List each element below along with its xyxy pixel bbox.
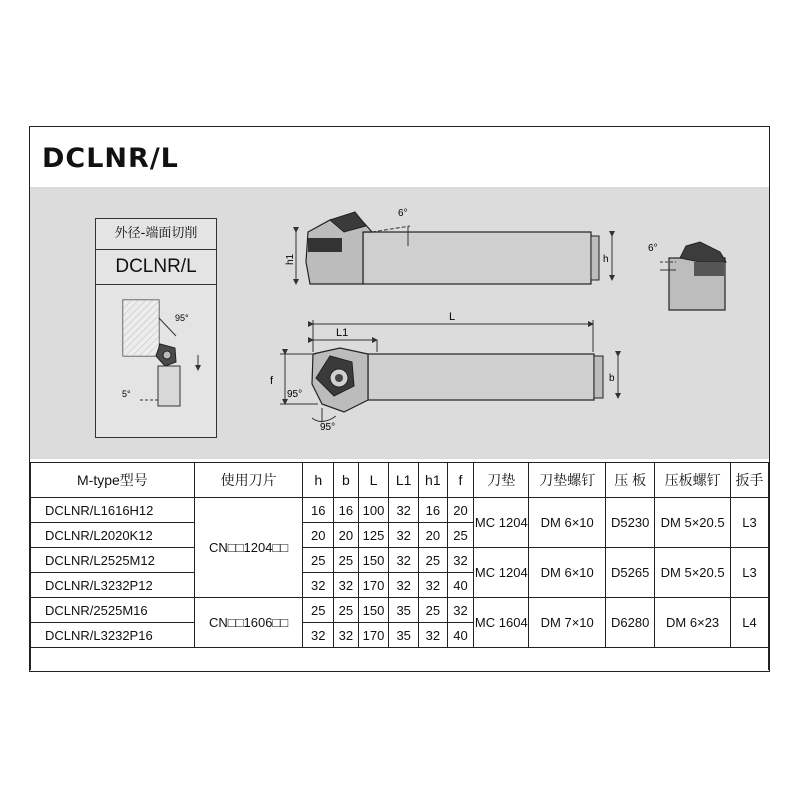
insert-cell: CN□□1606□□ [194,598,303,648]
badge-label-cn: 外径-端面切削 [96,219,216,250]
h-cell: 16 [303,498,334,523]
h-cell: 32 [303,623,334,648]
header-insert: 使用刀片 [194,463,303,498]
page-title: DCLNR/L [42,143,179,174]
b-cell: 16 [334,498,359,523]
clamp-cell: D6280 [606,598,655,648]
header-b: b [334,463,359,498]
angle-95-bottom-label: 95° [320,422,336,433]
header-model: M-type型号 [31,463,195,498]
f-cell: 40 [447,573,474,598]
header-clamp: 压 板 [606,463,655,498]
header-shim-screw: 刀垫螺钉 [529,463,606,498]
spec-table [30,462,769,670]
h1-cell: 20 [419,523,448,548]
angle-95-left-label: 95° [287,389,303,400]
h-cell: 25 [303,548,334,573]
L1-cell: 35 [389,598,419,623]
badge-sketch [122,300,198,406]
wrench-cell: L3 [731,498,769,548]
h-cell: 32 [303,573,334,598]
table-blank-row [31,648,769,671]
h-label: h [603,254,609,265]
h1-label: h1 [285,253,296,265]
tool-plan-view [270,311,618,433]
h1-cell: 32 [419,623,448,648]
model-cell: DCLNR/L2020K12 [31,523,195,548]
header-clamp-screw: 压板螺钉 [655,463,731,498]
b-cell: 20 [334,523,359,548]
L1-label: L1 [336,327,349,339]
clamp-screw-cell: DM 5×20.5 [655,498,731,548]
L-cell: 170 [358,573,389,598]
clamp-cell: D5230 [606,498,655,548]
model-cell: DCLNR/L2525M12 [31,548,195,573]
badge-angle-5: 5° [122,389,131,399]
header-L: L [358,463,389,498]
shim-screw-cell: DM 6×10 [529,498,606,548]
clamp-cell: D5265 [606,548,655,598]
badge-angle-95: 95° [175,313,189,323]
L1-cell: 32 [389,523,419,548]
L1-cell: 32 [389,498,419,523]
f-label: f [270,375,274,387]
b-cell: 25 [334,598,359,623]
header-shim: 刀垫 [474,463,529,498]
table-row [31,598,769,623]
blank-cell [31,648,769,671]
shim-screw-cell: DM 6×10 [529,548,606,598]
model-cell: DCLNR/L3232P16 [31,623,195,648]
shim-cell: MC 1604 [474,598,529,648]
badge-label-en: DCLNR/L [96,250,216,285]
b-cell: 32 [334,573,359,598]
model-cell: DCLNR/L1616H12 [31,498,195,523]
tool-side-view [648,242,726,310]
h1-cell: 25 [419,548,448,573]
L1-cell: 32 [389,573,419,598]
insert-cell: CN□□1204□□ [194,498,303,598]
L1-cell: 32 [389,548,419,573]
header-wrench: 扳手 [731,463,769,498]
b-cell: 32 [334,623,359,648]
f-cell: 32 [447,598,474,623]
table-row [31,548,769,573]
header-h: h [303,463,334,498]
b-label: b [609,373,615,384]
f-cell: 40 [447,623,474,648]
f-cell: 25 [447,523,474,548]
L-cell: 100 [358,498,389,523]
L-cell: 150 [358,598,389,623]
h-cell: 20 [303,523,334,548]
h1-cell: 32 [419,573,448,598]
h1-cell: 16 [419,498,448,523]
f-cell: 20 [447,498,474,523]
wrench-cell: L3 [731,548,769,598]
b-cell: 25 [334,548,359,573]
table-row [31,498,769,523]
h1-cell: 25 [419,598,448,623]
f-cell: 32 [447,548,474,573]
shim-screw-cell: DM 7×10 [529,598,606,648]
shim-cell: MC 1204 [474,548,529,598]
header-f: f [447,463,474,498]
clamp-screw-cell: DM 5×20.5 [655,548,731,598]
tool-top-view [285,208,612,284]
shim-cell: MC 1204 [474,498,529,548]
header-L1: L1 [389,463,419,498]
L-cell: 170 [358,623,389,648]
L-cell: 125 [358,523,389,548]
L1-cell: 35 [389,623,419,648]
model-cell: DCLNR/L3232P12 [31,573,195,598]
h-cell: 25 [303,598,334,623]
angle-side-label: 6° [648,243,658,254]
table-header-row [31,463,769,498]
wrench-cell: L4 [731,598,769,648]
L-label: L [449,311,456,323]
angle-top-label: 6° [398,208,408,219]
clamp-screw-cell: DM 6×23 [655,598,731,648]
header-h1: h1 [419,463,448,498]
model-cell: DCLNR/2525M16 [31,598,195,623]
L-cell: 150 [358,548,389,573]
